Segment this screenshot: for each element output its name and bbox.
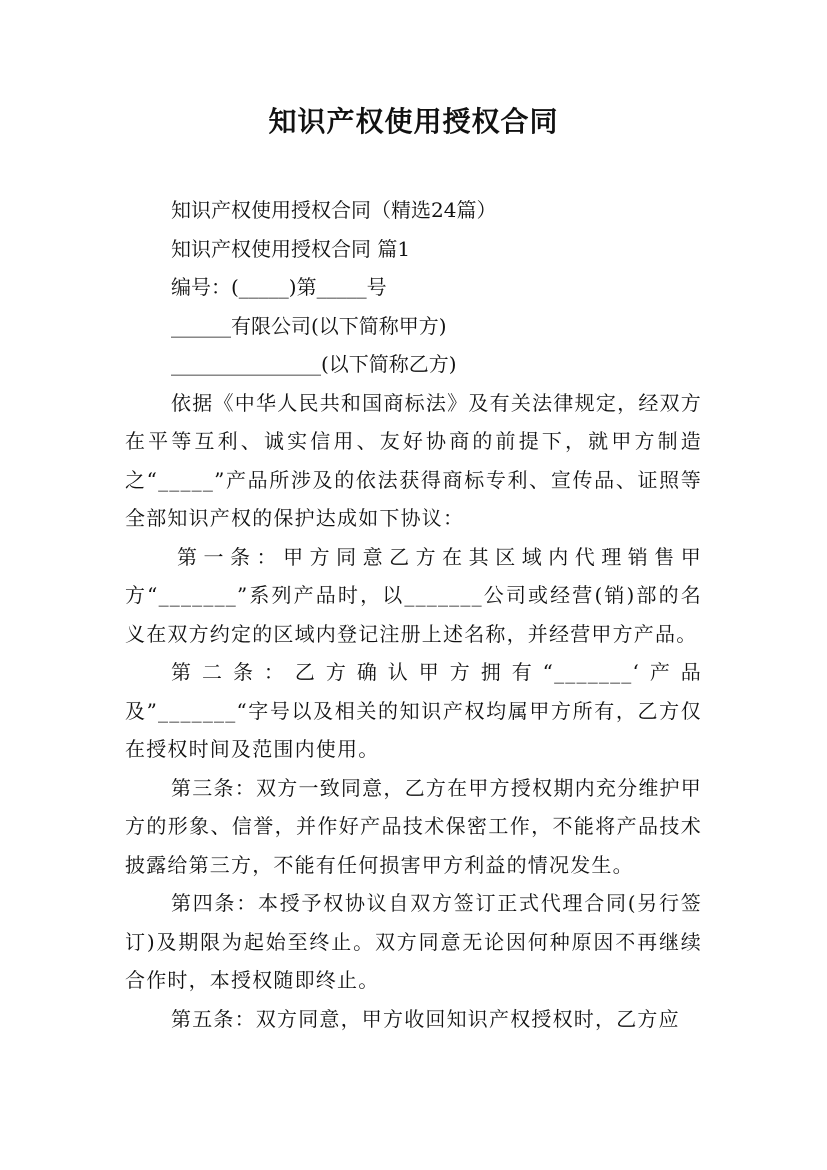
preamble-paragraph: 依据《中华人民共和国商标法》及有关法律规定，经双方在平等互利、诚实信用、友好协商的前提下，就甲方制造之“_____”产品所涉及的依法获得商标专利、宣传品、证照等全部知识产权的保护达成如下协议： [125,390,702,530]
party-b-line: _______________(以下简称乙方) [171,352,457,376]
article-5-paragraph: 第五条：双方同意，甲方收回知识产权授权时，乙方应 [171,1006,680,1031]
article-heading: 知识产权使用授权合同 篇1 [171,236,411,261]
article-1-paragraph: 第一条：甲方同意乙方在其区域内代理销售甲方“_______”系列产品时，以_______公司或经营(销)部的名义在双方约定的区域内登记注册上述名称，并经营甲方产品。 [125,544,702,646]
document-body [125,191,702,1038]
document-title: 知识产权使用授权合同 [268,105,559,138]
article-4-paragraph: 第四条：本授予权协议自双方签订正式代理合同(另行签订)及期限为起始至终止。双方同意无论因何种原因不再继续合作时，本授权随即终止。 [125,891,702,992]
party-a-line: ______有限公司(以下简称甲方) [171,313,447,338]
article-2-paragraph: 第二条：乙方确认甲方拥有“_______‘产品及”_______“字号以及相关的知识产权均属甲方所有，乙方仅在授权时间及范围内使用。 [125,660,702,761]
article-3-paragraph: 第三条：双方一致同意，乙方在甲方授权期内充分维护甲方的形象、信誉，并作好产品技术保密工作，不能将产品技术披露给第三方，不能有任何损害甲方利益的情况发生。 [125,775,702,877]
contract-number-line: 编号：(_____)第_____号 [171,275,387,299]
document-subtitle: 知识产权使用授权合同（精选24篇） [171,198,497,222]
